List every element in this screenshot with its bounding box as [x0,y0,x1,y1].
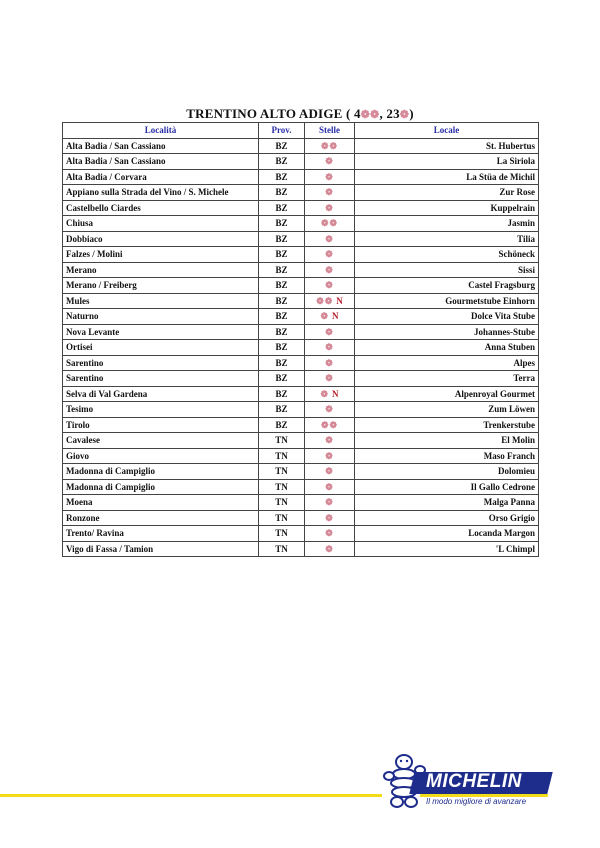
michelin-star-icon: ❁ [325,171,334,182]
cell-stelle [305,309,355,325]
cell-stelle [305,216,355,232]
cell-prov: BZ [259,324,305,340]
table-row [63,510,539,526]
cell-locale: Sissi [355,262,539,278]
cell-localita: Naturno [63,309,259,325]
cell-prov: BZ [259,293,305,309]
cell-stelle [305,200,355,216]
table-row [63,464,539,480]
michelin-star-icon: ❁ [320,388,330,399]
cell-locale: Kuppelrain [355,200,539,216]
table-row [63,169,539,185]
cell-localita: Vigo di Fassa / Tamion [63,541,259,557]
table-row [63,402,539,418]
header-localita: Località [63,123,259,139]
cell-prov: TN [259,541,305,557]
cell-stelle [305,293,355,309]
cell-localita: Cavalese [63,433,259,449]
michelin-star-icon: ❁❁ [320,218,339,229]
cell-stelle [305,417,355,433]
cell-prov: BZ [259,262,305,278]
cell-prov: BZ [259,402,305,418]
cell-locale: Maso Franch [355,448,539,464]
cell-stelle [305,324,355,340]
table-row [63,417,539,433]
cell-localita: Alta Badia / San Cassiano [63,154,259,170]
michelin-star-icon: ❁ [325,497,334,508]
footer-divider [0,794,382,797]
cell-localita: Alta Badia / San Cassiano [63,138,259,154]
cell-localita: Mules [63,293,259,309]
cell-prov: TN [259,479,305,495]
table-row [63,479,539,495]
header-stelle: Stelle [305,123,355,139]
new-marker: N [332,388,339,399]
cell-stelle [305,169,355,185]
cell-localita: Giovo [63,448,259,464]
cell-localita: Madonna di Campiglio [63,464,259,480]
cell-locale: Castel Fragsburg [355,278,539,294]
cell-stelle [305,464,355,480]
cell-stelle [305,541,355,557]
cell-localita: Ronzone [63,510,259,526]
table-row [63,200,539,216]
table-row [63,154,539,170]
cell-stelle [305,479,355,495]
cell-stelle [305,386,355,402]
page-title: TRENTINO ALTO ADIGE ( 4❁❁, 23❁) [186,106,414,121]
cell-localita: Sarentino [63,355,259,371]
cell-locale: Alpes [355,355,539,371]
title-count-two-stars: 4 [353,106,361,121]
cell-localita: Chiusa [63,216,259,232]
cell-localita: Dobbiaco [63,231,259,247]
cell-localita: Moena [63,495,259,511]
header-locale: Locale [355,123,539,139]
cell-stelle [305,371,355,387]
cell-stelle [305,448,355,464]
cell-localita: Ortisei [63,340,259,356]
cell-locale: Dolce Vita Stube [355,309,539,325]
cell-stelle [305,185,355,201]
cell-stelle [305,495,355,511]
cell-stelle [305,510,355,526]
table-row [63,185,539,201]
cell-locale: 'L Chimpl [355,541,539,557]
table-row [63,278,539,294]
table-row [63,495,539,511]
cell-localita: Nova Levante [63,324,259,340]
cell-prov: BZ [259,309,305,325]
michelin-star-icon: ❁ [325,187,334,198]
table-row [63,138,539,154]
michelin-star-icon: ❁❁ [320,140,339,151]
cell-locale: Johannes-Stube [355,324,539,340]
table-row [63,340,539,356]
table-body [63,138,539,557]
michelin-star-icon: ❁ [325,512,334,523]
michelin-star-icon: ❁ [325,280,334,291]
cell-prov: BZ [259,154,305,170]
cell-prov: TN [259,495,305,511]
brand-name: MICHELIN [426,771,522,792]
cell-prov: TN [259,526,305,542]
table-row [63,309,539,325]
table-row [63,371,539,387]
cell-prov: BZ [259,138,305,154]
cell-localita: Sarentino [63,371,259,387]
michelin-logo [382,752,552,812]
cell-locale: Tilia [355,231,539,247]
michelin-star-icon: ❁ [320,311,330,322]
title-count-one-star: 23 [386,106,400,121]
michelin-star-icon: ❁ [325,481,334,492]
cell-localita: Merano / Freiberg [63,278,259,294]
cell-localita: Tesimo [63,402,259,418]
table-row [63,293,539,309]
cell-stelle [305,402,355,418]
cell-prov: BZ [259,278,305,294]
cell-prov: BZ [259,200,305,216]
michelin-star-icon: ❁ [325,156,334,167]
cell-locale: Zum Löwen [355,402,539,418]
cell-stelle [305,355,355,371]
restaurant-table [62,122,539,557]
cell-prov: BZ [259,386,305,402]
michelin-star-icon: ❁❁ [360,109,380,121]
cell-locale: Anna Stuben [355,340,539,356]
cell-stelle [305,526,355,542]
new-marker: N [336,295,343,306]
cell-localita: Tirolo [63,417,259,433]
michelin-star-icon: ❁ [325,404,334,415]
table-row [63,231,539,247]
michelin-star-icon: ❁ [325,342,334,353]
cell-prov: TN [259,433,305,449]
cell-stelle [305,262,355,278]
cell-stelle [305,433,355,449]
brand-slogan: Il modo migliore di avanzare [426,797,527,806]
table-row [63,355,539,371]
michelin-star-icon: ❁❁ [320,419,339,430]
cell-prov: BZ [259,231,305,247]
table-row [63,433,539,449]
cell-stelle [305,278,355,294]
cell-locale: Locanda Margon [355,526,539,542]
cell-locale: St. Hubertus [355,138,539,154]
cell-locale: Alpenroyal Gourmet [355,386,539,402]
michelin-star-icon: ❁ [325,264,334,275]
cell-stelle [305,231,355,247]
cell-stelle [305,154,355,170]
table-header-row [63,123,539,139]
cell-prov: BZ [259,216,305,232]
michelin-star-icon: ❁❁ [316,295,334,306]
table-row [63,324,539,340]
cell-stelle [305,247,355,263]
cell-prov: BZ [259,169,305,185]
michelin-star-icon: ❁ [325,357,334,368]
michelin-star-icon: ❁ [325,326,334,337]
michelin-star-icon: ❁ [325,435,334,446]
michelin-star-icon: ❁ [325,373,334,384]
cell-localita: Castelbello Ciardes [63,200,259,216]
cell-locale: Terra [355,371,539,387]
table-row [63,386,539,402]
michelin-star-icon: ❁ [399,109,410,121]
michelin-star-icon: ❁ [325,528,334,539]
cell-localita: Alta Badia / Corvara [63,169,259,185]
michelin-star-icon: ❁ [325,450,334,461]
michelin-star-icon: ❁ [325,543,334,554]
cell-localita: Falzes / Molini [63,247,259,263]
cell-prov: BZ [259,371,305,387]
cell-localita: Selva di Val Gardena [63,386,259,402]
table-row [63,216,539,232]
cell-locale: Zur Rose [355,185,539,201]
cell-prov: BZ [259,417,305,433]
new-marker: N [332,311,339,322]
table-row [63,541,539,557]
cell-localita: Appiano sulla Strada del Vino / S. Michele [63,185,259,201]
cell-prov: TN [259,448,305,464]
cell-locale: Jasmin [355,216,539,232]
header-prov: Prov. [259,123,305,139]
cell-locale: Il Gallo Cedrone [355,479,539,495]
cell-locale: Orso Grigio [355,510,539,526]
cell-stelle [305,138,355,154]
cell-localita: Merano [63,262,259,278]
cell-locale: Trenkerstube [355,417,539,433]
cell-prov: BZ [259,185,305,201]
cell-stelle [305,340,355,356]
cell-locale: Dolomieu [355,464,539,480]
title-region: TRENTINO ALTO ADIGE [186,106,343,121]
table-row [63,448,539,464]
cell-prov: BZ [259,355,305,371]
cell-locale: El Molin [355,433,539,449]
cell-prov: BZ [259,247,305,263]
table-row [63,526,539,542]
cell-prov: BZ [259,340,305,356]
cell-locale: La Stüa de Michil [355,169,539,185]
cell-localita: Trento/ Ravina [63,526,259,542]
michelin-star-icon: ❁ [325,202,334,213]
table-row [63,247,539,263]
cell-localita: Madonna di Campiglio [63,479,259,495]
table-row [63,262,539,278]
michelin-star-icon: ❁ [325,249,334,260]
cell-prov: TN [259,510,305,526]
cell-locale: Gourmetstube Einhorn [355,293,539,309]
michelin-star-icon: ❁ [325,466,334,477]
cell-prov: TN [259,464,305,480]
cell-locale: La Siriola [355,154,539,170]
michelin-star-icon: ❁ [325,233,334,244]
cell-locale: Schöneck [355,247,539,263]
cell-locale: Malga Panna [355,495,539,511]
